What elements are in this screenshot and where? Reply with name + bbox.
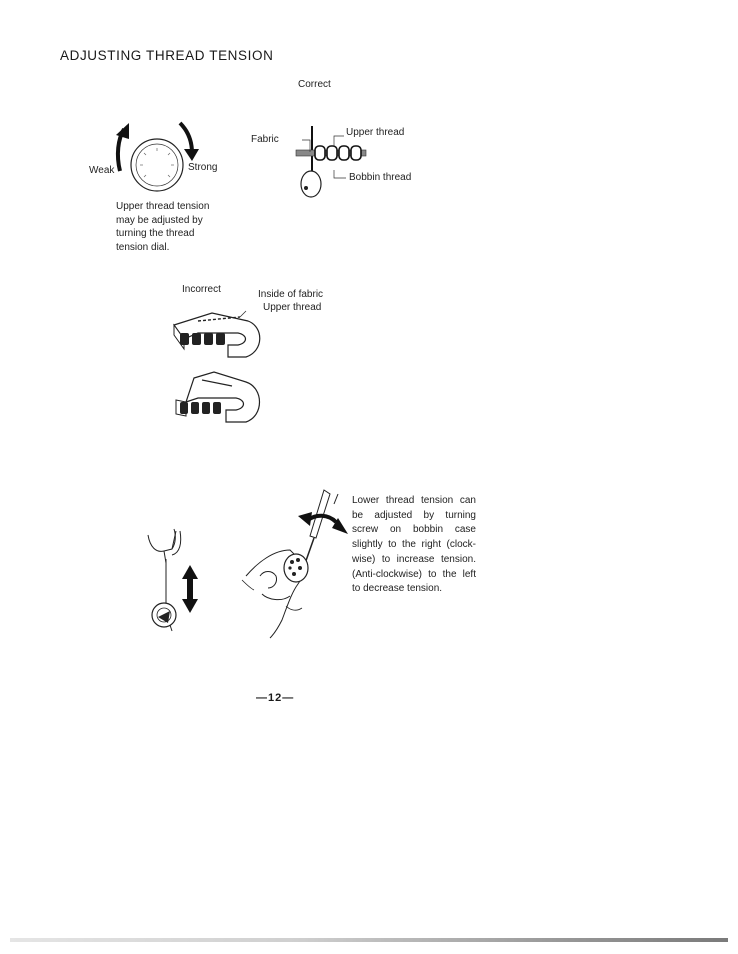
inside-fabric-label: Inside of fabric xyxy=(258,289,324,300)
tension-dial-illustration xyxy=(100,115,210,195)
up-down-arrow-icon xyxy=(182,565,198,613)
incorrect-stitch-illustration-1 xyxy=(168,305,268,365)
strong-arrow-icon xyxy=(180,123,199,161)
incorrect-stitch-illustration-2 xyxy=(172,368,272,430)
tension-dial-icon xyxy=(131,139,183,191)
fabric-label: Fabric xyxy=(251,134,279,145)
page-number: —12— xyxy=(256,692,295,704)
footer-divider xyxy=(10,938,728,942)
rotation-arrow-icon xyxy=(298,512,348,534)
correct-heading: Correct xyxy=(298,79,331,90)
screwdriver-adjust-illustration xyxy=(238,480,348,640)
dial-caption: Upper thread tension may be adjusted by turning the thread tension dial. xyxy=(116,201,210,253)
incorrect-upper-thread-label: Upper thread xyxy=(263,302,322,313)
weak-arrow-icon xyxy=(116,123,129,171)
bobbin-icon xyxy=(301,171,321,197)
bobbin-thread-label: Bobbin thread xyxy=(349,172,412,183)
page-title: ADJUSTING THREAD TENSION xyxy=(60,48,274,63)
incorrect-heading: Incorrect xyxy=(182,284,221,295)
weak-label: Weak xyxy=(89,165,115,176)
lower-tension-text: Lower thread tension can be adjusted by turning screw on bobbin case slightly to the right (clock-wise) to increase tension. (Anti-clockwise) to the left to decrease tension. xyxy=(352,495,476,595)
upper-thread-label: Upper thread xyxy=(346,127,405,138)
correct-stitch-illustration xyxy=(290,122,370,202)
strong-label: Strong xyxy=(188,162,218,173)
bobbin-drop-illustration xyxy=(140,525,220,640)
